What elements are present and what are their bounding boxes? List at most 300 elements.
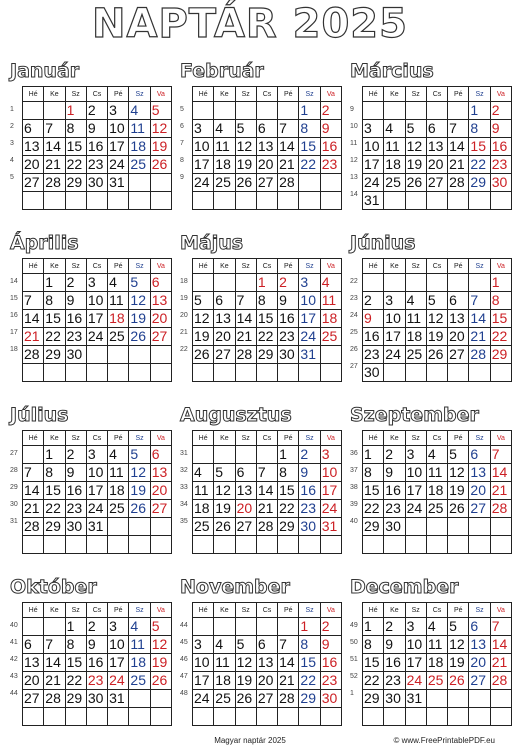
day-cell: 28 [469, 346, 490, 364]
empty-cell [384, 364, 405, 382]
week-row [23, 364, 172, 382]
day-cell: 15 [363, 482, 384, 500]
day-cell: 2 [65, 446, 86, 464]
week-number: 50 [350, 639, 358, 646]
day-cell: 10 [320, 464, 341, 482]
day-cell: 2 [384, 618, 405, 636]
weekday-header-row [23, 259, 172, 274]
day-cell: 12 [426, 310, 447, 328]
weekday-header-row [193, 431, 342, 446]
weekday-header: Pé [448, 259, 469, 274]
day-cell: 23 [320, 672, 341, 690]
day-cell: 10 [405, 636, 426, 654]
week-row [363, 156, 512, 174]
day-cell: 29 [44, 346, 65, 364]
empty-cell [235, 102, 256, 120]
day-cell: 26 [405, 174, 426, 192]
empty-cell [44, 618, 65, 636]
day-cell: 30 [86, 174, 107, 192]
day-cell: 27 [235, 518, 256, 536]
day-cell: 26 [235, 690, 256, 708]
weekday-header: Ke [44, 87, 65, 102]
week-row [23, 192, 172, 210]
day-cell: 7 [44, 120, 65, 138]
day-cell: 8 [44, 292, 65, 310]
week-number [10, 702, 21, 719]
day-cell: 12 [193, 310, 214, 328]
week-number: 15 [10, 295, 18, 302]
empty-cell [150, 708, 171, 726]
day-cell: 21 [278, 156, 299, 174]
week-number: 42 [10, 656, 18, 663]
weekday-header-row [23, 87, 172, 102]
day-cell: 13 [23, 654, 44, 672]
day-cell: 26 [214, 518, 235, 536]
week-row [193, 636, 342, 654]
week-number: 34 [180, 501, 188, 508]
week-number: 21 [180, 329, 188, 336]
weekday-header: Sz [405, 259, 426, 274]
week-number: 37 [350, 467, 358, 474]
empty-cell [320, 364, 341, 382]
day-cell: 7 [448, 120, 469, 138]
day-cell: 18 [129, 138, 150, 156]
day-cell: 20 [256, 672, 277, 690]
weekday-header: Va [150, 603, 171, 618]
week-row [363, 536, 512, 554]
empty-cell [214, 274, 235, 292]
empty-cell [426, 518, 447, 536]
week-number: 40 [10, 622, 18, 629]
day-cell: 12 [235, 654, 256, 672]
week-numbers [10, 273, 21, 375]
week-row [23, 500, 172, 518]
weekday-header: Va [320, 259, 341, 274]
week-row [23, 654, 172, 672]
day-cell: 6 [150, 274, 171, 292]
day-cell: 3 [108, 102, 129, 120]
day-cell: 11 [129, 636, 150, 654]
empty-cell [384, 536, 405, 554]
day-cell: 18 [193, 500, 214, 518]
weekday-header-row [363, 87, 512, 102]
day-cell: 15 [469, 138, 490, 156]
empty-cell [129, 690, 150, 708]
week-row [193, 120, 342, 138]
weekday-header-row [193, 87, 342, 102]
day-cell: 15 [363, 654, 384, 672]
day-cell: 16 [384, 482, 405, 500]
empty-cell [278, 618, 299, 636]
week-row [23, 672, 172, 690]
day-cell: 4 [320, 274, 341, 292]
empty-cell [150, 536, 171, 554]
day-cell: 16 [299, 482, 320, 500]
day-cell: 5 [214, 464, 235, 482]
day-cell: 1 [469, 102, 490, 120]
day-cell: 28 [490, 500, 511, 518]
day-cell: 11 [108, 292, 129, 310]
month-name: Október [10, 576, 97, 598]
day-cell: 24 [320, 500, 341, 518]
day-cell: 26 [150, 156, 171, 174]
week-row [363, 654, 512, 672]
weekday-header: Ke [384, 87, 405, 102]
day-cell: 24 [363, 174, 384, 192]
day-cell: 10 [108, 636, 129, 654]
day-cell: 29 [469, 174, 490, 192]
day-cell: 16 [320, 138, 341, 156]
week-numbers [350, 617, 361, 719]
day-cell: 12 [405, 138, 426, 156]
day-cell: 24 [108, 672, 129, 690]
day-cell: 9 [86, 636, 107, 654]
empty-cell [256, 708, 277, 726]
weekday-header-row [193, 259, 342, 274]
week-row [23, 102, 172, 120]
day-cell: 21 [256, 500, 277, 518]
day-cell: 10 [384, 310, 405, 328]
weekday-header: Hé [363, 259, 384, 274]
day-cell: 24 [405, 500, 426, 518]
empty-cell [150, 174, 171, 192]
empty-cell [193, 618, 214, 636]
empty-cell [214, 364, 235, 382]
day-cell: 16 [384, 654, 405, 672]
day-cell: 2 [320, 102, 341, 120]
day-cell: 27 [426, 174, 447, 192]
day-cell: 9 [384, 464, 405, 482]
day-cell: 26 [129, 328, 150, 346]
day-cell: 23 [299, 500, 320, 518]
week-row [363, 274, 512, 292]
day-cell: 27 [214, 346, 235, 364]
day-cell: 4 [214, 636, 235, 654]
day-cell: 21 [23, 328, 44, 346]
empty-cell [150, 518, 171, 536]
weekday-header: Sz [299, 87, 320, 102]
empty-cell [214, 192, 235, 210]
day-cell: 25 [384, 174, 405, 192]
empty-cell [129, 708, 150, 726]
empty-cell [299, 174, 320, 192]
weekday-header: Pé [278, 87, 299, 102]
week-row [23, 174, 172, 192]
day-cell: 27 [150, 328, 171, 346]
weekday-header: Cs [256, 431, 277, 446]
week-row [193, 156, 342, 174]
weekday-header: Hé [23, 603, 44, 618]
day-cell: 13 [235, 482, 256, 500]
day-cell: 19 [235, 672, 256, 690]
week-row [363, 482, 512, 500]
day-cell: 1 [256, 274, 277, 292]
day-cell: 30 [86, 690, 107, 708]
weekday-header: Cs [426, 87, 447, 102]
empty-cell [256, 618, 277, 636]
week-number [350, 702, 361, 719]
empty-cell [65, 536, 86, 554]
week-row [23, 518, 172, 536]
week-numbers [350, 445, 361, 547]
week-row [193, 446, 342, 464]
empty-cell [65, 708, 86, 726]
weekday-header: Sz [299, 603, 320, 618]
day-cell: 3 [108, 618, 129, 636]
day-cell: 5 [193, 292, 214, 310]
week-number: 3 [10, 140, 14, 147]
day-cell: 7 [278, 120, 299, 138]
week-row [193, 346, 342, 364]
day-cell: 28 [490, 672, 511, 690]
day-cell: 28 [278, 174, 299, 192]
week-row [363, 174, 512, 192]
day-cell: 3 [384, 292, 405, 310]
month-grid [192, 258, 342, 382]
day-cell: 3 [405, 446, 426, 464]
day-cell: 27 [23, 690, 44, 708]
day-cell: 27 [256, 690, 277, 708]
week-number: 12 [350, 157, 358, 164]
day-cell: 23 [490, 156, 511, 174]
day-cell: 17 [193, 156, 214, 174]
day-cell: 28 [23, 518, 44, 536]
day-cell: 8 [44, 464, 65, 482]
empty-cell [299, 192, 320, 210]
day-cell: 25 [108, 328, 129, 346]
day-cell: 25 [193, 518, 214, 536]
day-cell: 31 [363, 192, 384, 210]
weekday-header: Ke [214, 431, 235, 446]
week-row [193, 310, 342, 328]
week-number: 30 [10, 501, 18, 508]
day-cell: 17 [108, 138, 129, 156]
empty-cell [405, 364, 426, 382]
day-cell: 2 [278, 274, 299, 292]
week-number [180, 530, 191, 547]
day-cell: 23 [86, 672, 107, 690]
month-name: November [180, 576, 290, 598]
empty-cell [150, 192, 171, 210]
empty-cell [256, 102, 277, 120]
week-number: 18 [10, 346, 18, 353]
month-grid [22, 602, 172, 726]
day-cell: 15 [65, 138, 86, 156]
empty-cell [320, 192, 341, 210]
empty-cell [44, 536, 65, 554]
month-name: December [350, 576, 459, 598]
month-name: Július [10, 404, 69, 426]
week-row [363, 618, 512, 636]
empty-cell [448, 690, 469, 708]
week-row [363, 346, 512, 364]
day-cell: 11 [108, 464, 129, 482]
week-row [193, 654, 342, 672]
day-cell: 22 [469, 156, 490, 174]
day-cell: 7 [490, 446, 511, 464]
empty-cell [129, 174, 150, 192]
day-cell: 2 [320, 618, 341, 636]
day-cell: 11 [193, 482, 214, 500]
day-cell: 9 [65, 464, 86, 482]
day-cell: 16 [86, 138, 107, 156]
week-row [23, 328, 172, 346]
month-name: Április [10, 232, 79, 254]
day-cell: 8 [278, 464, 299, 482]
week-number: 47 [180, 673, 188, 680]
week-row [193, 690, 342, 708]
day-cell: 17 [86, 482, 107, 500]
empty-cell [129, 518, 150, 536]
weekday-header: Sz [299, 259, 320, 274]
empty-cell [384, 102, 405, 120]
empty-cell [193, 364, 214, 382]
empty-cell [299, 536, 320, 554]
weekday-header: Pé [108, 431, 129, 446]
weekday-header: Va [320, 603, 341, 618]
empty-cell [129, 364, 150, 382]
day-cell: 29 [299, 690, 320, 708]
day-cell: 18 [426, 654, 447, 672]
weekday-header: Va [320, 431, 341, 446]
empty-cell [235, 536, 256, 554]
week-numbers [10, 445, 21, 547]
empty-cell [426, 274, 447, 292]
day-cell: 19 [448, 482, 469, 500]
empty-cell [193, 102, 214, 120]
empty-cell [108, 708, 129, 726]
day-cell: 10 [108, 120, 129, 138]
day-cell: 14 [469, 310, 490, 328]
day-cell: 4 [214, 120, 235, 138]
weekday-header: Sz [129, 431, 150, 446]
day-cell: 2 [86, 102, 107, 120]
month-grid [362, 602, 512, 726]
day-cell: 25 [405, 346, 426, 364]
week-row [363, 690, 512, 708]
day-cell: 9 [363, 310, 384, 328]
week-row [363, 446, 512, 464]
week-row [193, 500, 342, 518]
weekday-header: Ke [44, 431, 65, 446]
week-numbers [180, 445, 191, 547]
day-cell: 23 [278, 328, 299, 346]
day-cell: 6 [23, 120, 44, 138]
week-number: 31 [10, 518, 18, 525]
day-cell: 5 [235, 120, 256, 138]
day-cell: 12 [150, 120, 171, 138]
day-cell: 29 [256, 346, 277, 364]
day-cell: 1 [363, 446, 384, 464]
week-number [350, 530, 361, 547]
day-cell: 28 [44, 174, 65, 192]
day-cell: 1 [490, 274, 511, 292]
day-cell: 2 [65, 274, 86, 292]
day-cell: 7 [469, 292, 490, 310]
day-cell: 18 [214, 672, 235, 690]
day-cell: 17 [193, 672, 214, 690]
weekday-header: Hé [193, 259, 214, 274]
week-row [363, 328, 512, 346]
empty-cell [405, 192, 426, 210]
weekday-header: Sz [235, 603, 256, 618]
day-cell: 31 [320, 518, 341, 536]
day-cell: 3 [86, 446, 107, 464]
day-cell: 27 [469, 672, 490, 690]
empty-cell [448, 102, 469, 120]
footer-title: Magyar naptár 2025 [214, 736, 286, 745]
month-grid [362, 430, 512, 554]
day-cell: 21 [235, 328, 256, 346]
day-cell: 10 [193, 138, 214, 156]
day-cell: 6 [448, 292, 469, 310]
day-cell: 22 [299, 156, 320, 174]
weekday-header: Pé [448, 603, 469, 618]
empty-cell [278, 102, 299, 120]
weekday-header: Ke [44, 259, 65, 274]
week-row [363, 672, 512, 690]
day-cell: 16 [65, 482, 86, 500]
week-number: 9 [180, 174, 184, 181]
day-cell: 12 [448, 464, 469, 482]
empty-cell [235, 446, 256, 464]
empty-cell [235, 364, 256, 382]
empty-cell [448, 274, 469, 292]
day-cell: 23 [65, 328, 86, 346]
week-number: 6 [180, 123, 184, 130]
day-cell: 12 [235, 138, 256, 156]
day-cell: 1 [44, 274, 65, 292]
week-numbers [180, 101, 191, 203]
day-cell: 20 [426, 156, 447, 174]
weekday-header: Hé [23, 259, 44, 274]
day-cell: 26 [129, 500, 150, 518]
week-row [23, 138, 172, 156]
day-cell: 23 [65, 500, 86, 518]
day-cell: 20 [214, 328, 235, 346]
day-cell: 30 [65, 518, 86, 536]
day-cell: 16 [86, 654, 107, 672]
page-title: NAPTÁR 2025 [92, 1, 408, 47]
day-cell: 17 [405, 654, 426, 672]
week-row [23, 618, 172, 636]
weekday-header: Va [490, 431, 511, 446]
day-cell: 20 [23, 156, 44, 174]
day-cell: 28 [235, 346, 256, 364]
day-cell: 14 [23, 482, 44, 500]
empty-cell [363, 708, 384, 726]
weekday-header: Sz [129, 259, 150, 274]
day-cell: 14 [235, 310, 256, 328]
week-number: 1 [10, 106, 14, 113]
week-number: 51 [350, 656, 358, 663]
weekday-header: Ke [44, 603, 65, 618]
week-number: 4 [10, 157, 14, 164]
empty-cell [86, 364, 107, 382]
day-cell: 27 [150, 500, 171, 518]
week-row [23, 346, 172, 364]
weekday-header: Sz [235, 431, 256, 446]
week-number [180, 702, 191, 719]
week-number: 7 [180, 140, 184, 147]
day-cell: 6 [256, 120, 277, 138]
day-cell: 31 [405, 690, 426, 708]
day-cell: 16 [278, 310, 299, 328]
day-cell: 7 [44, 636, 65, 654]
day-cell: 17 [363, 156, 384, 174]
day-cell: 26 [235, 174, 256, 192]
week-row [23, 446, 172, 464]
